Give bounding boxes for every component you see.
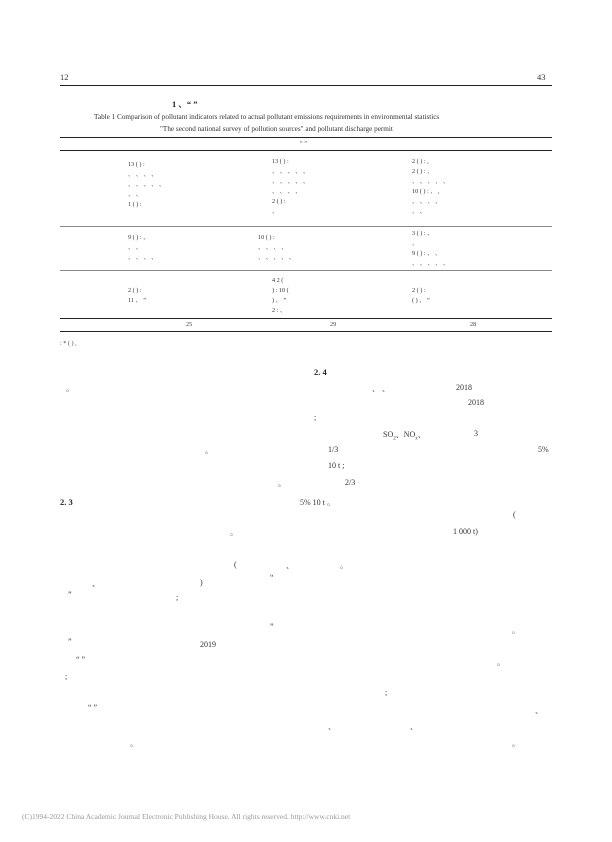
table-caption-en-line1: Table 1 Comparison of pollutant indicators related to actual pollutant emissions requirements in environmental statistics <box>94 113 440 121</box>
table-row2-col1: 9 ( ) : 、 、 、 、 、 、 、 <box>128 234 158 261</box>
body-text: 5% <box>538 445 549 454</box>
body-text: 。 <box>278 479 286 488</box>
body-text: “ ” <box>88 703 98 712</box>
body-text: ; <box>65 672 68 681</box>
table-row1-col2: 13 ( ) : 、 、 、 、 、 、 、 、 、 、 、 、 、 、 2 ( ) : 、 <box>272 158 310 215</box>
table-row2-col3: 3 ( ) : 、 、 9 ( ) : 、 、 、 、 、 、 、 <box>412 230 450 267</box>
body-text: “ <box>270 573 274 582</box>
body-text: 、 <box>92 579 100 588</box>
table-bottom-rule <box>60 331 552 332</box>
table-top-rule <box>60 137 552 138</box>
table-total-col3: 28 <box>470 321 477 328</box>
table-row1-col3: 2 ( ) : , 2 ( ) : 、 、 、 、 、 、 10 ( ) : 、 , 、 、 、 、 、 、 <box>412 158 450 215</box>
body-text: 。 <box>130 739 138 748</box>
table-row3-col1: 2 ( ) : 11 、 ” <box>128 287 146 304</box>
body-text: “ ” <box>76 655 86 664</box>
table-caption-cn: 1 、“ ” <box>172 99 198 109</box>
page-number-left: 12 <box>60 72 69 82</box>
table-row3-col2: 4 2 ( ) : 10 ( ) 、 ” 2 : 、 <box>272 277 289 314</box>
body-text: 5% 10 t 。 <box>300 498 335 507</box>
body-text: ” <box>270 622 274 631</box>
body-text: ; <box>314 413 317 422</box>
body-text-pollutants: $SO_2$、$NO_x$、 <box>383 430 426 442</box>
body-text: ( <box>234 560 237 569</box>
body-text: ; <box>176 593 179 602</box>
table-note: : * ( ) , <box>60 340 77 347</box>
table-caption-en-line2: "The second national survey of pollution sources" and pollutant discharge permit <box>160 125 393 133</box>
body-text: 2018 <box>456 383 472 392</box>
body-text: 。 <box>230 528 238 537</box>
table-row3-col3: 2 ( ) : ( ) 、 ” <box>412 287 430 304</box>
table-row1-col1: 13 ( ) : 、 、 、 、 、 、 、 、 、 、 、 1 ( ) : <box>128 161 166 208</box>
body-text: 1/3 <box>328 445 339 454</box>
table-row2-col2: 10 ( ) : 、 、 、 、 、 、 、 、 、 <box>258 234 296 261</box>
copyright-footer: (C)1994-2022 China Academic Journal Electronic Publishing House. All rights reserved. http://www.cnki.net <box>22 812 351 821</box>
table-total-rule <box>60 318 552 319</box>
body-text: 2/3 <box>345 478 356 487</box>
table-row-divider-1 <box>60 226 552 227</box>
body-text: 、 <box>535 706 543 715</box>
body-text: 1 000 t) <box>453 527 478 536</box>
body-text: ” <box>68 590 72 599</box>
body-text: 、 <box>328 722 336 731</box>
body-text: 、 、 <box>372 384 390 393</box>
table-head-mark: “ ” <box>300 140 308 147</box>
body-text: 、 <box>286 561 294 570</box>
body-text: 。 <box>205 446 213 455</box>
body-text: 。 <box>512 739 520 748</box>
body-text: 10 t ; <box>328 461 345 470</box>
section-heading-2-3: 2. 3 <box>60 497 73 507</box>
body-text: 。 <box>66 384 74 393</box>
body-text: 3 <box>474 429 478 438</box>
body-text: 。 <box>512 626 520 635</box>
table-total-col2: 29 <box>330 321 337 328</box>
table-row-divider-2 <box>60 270 552 271</box>
body-text: ; <box>385 688 388 697</box>
header-rule <box>60 85 552 86</box>
table-total-col1: 25 <box>186 321 193 328</box>
section-heading-2-4: 2. 4 <box>314 367 327 377</box>
body-text: 。 <box>497 658 505 667</box>
table-head-rule <box>60 150 552 151</box>
body-text: ) <box>200 578 203 587</box>
body-text: 2019 <box>200 640 216 649</box>
body-text: 、 <box>410 722 418 731</box>
body-text: ” <box>68 637 72 646</box>
body-text: 2018 <box>468 398 484 407</box>
body-text: ( <box>513 510 516 519</box>
body-text: 。 <box>340 561 348 570</box>
page-number-right: 43 <box>537 72 546 82</box>
